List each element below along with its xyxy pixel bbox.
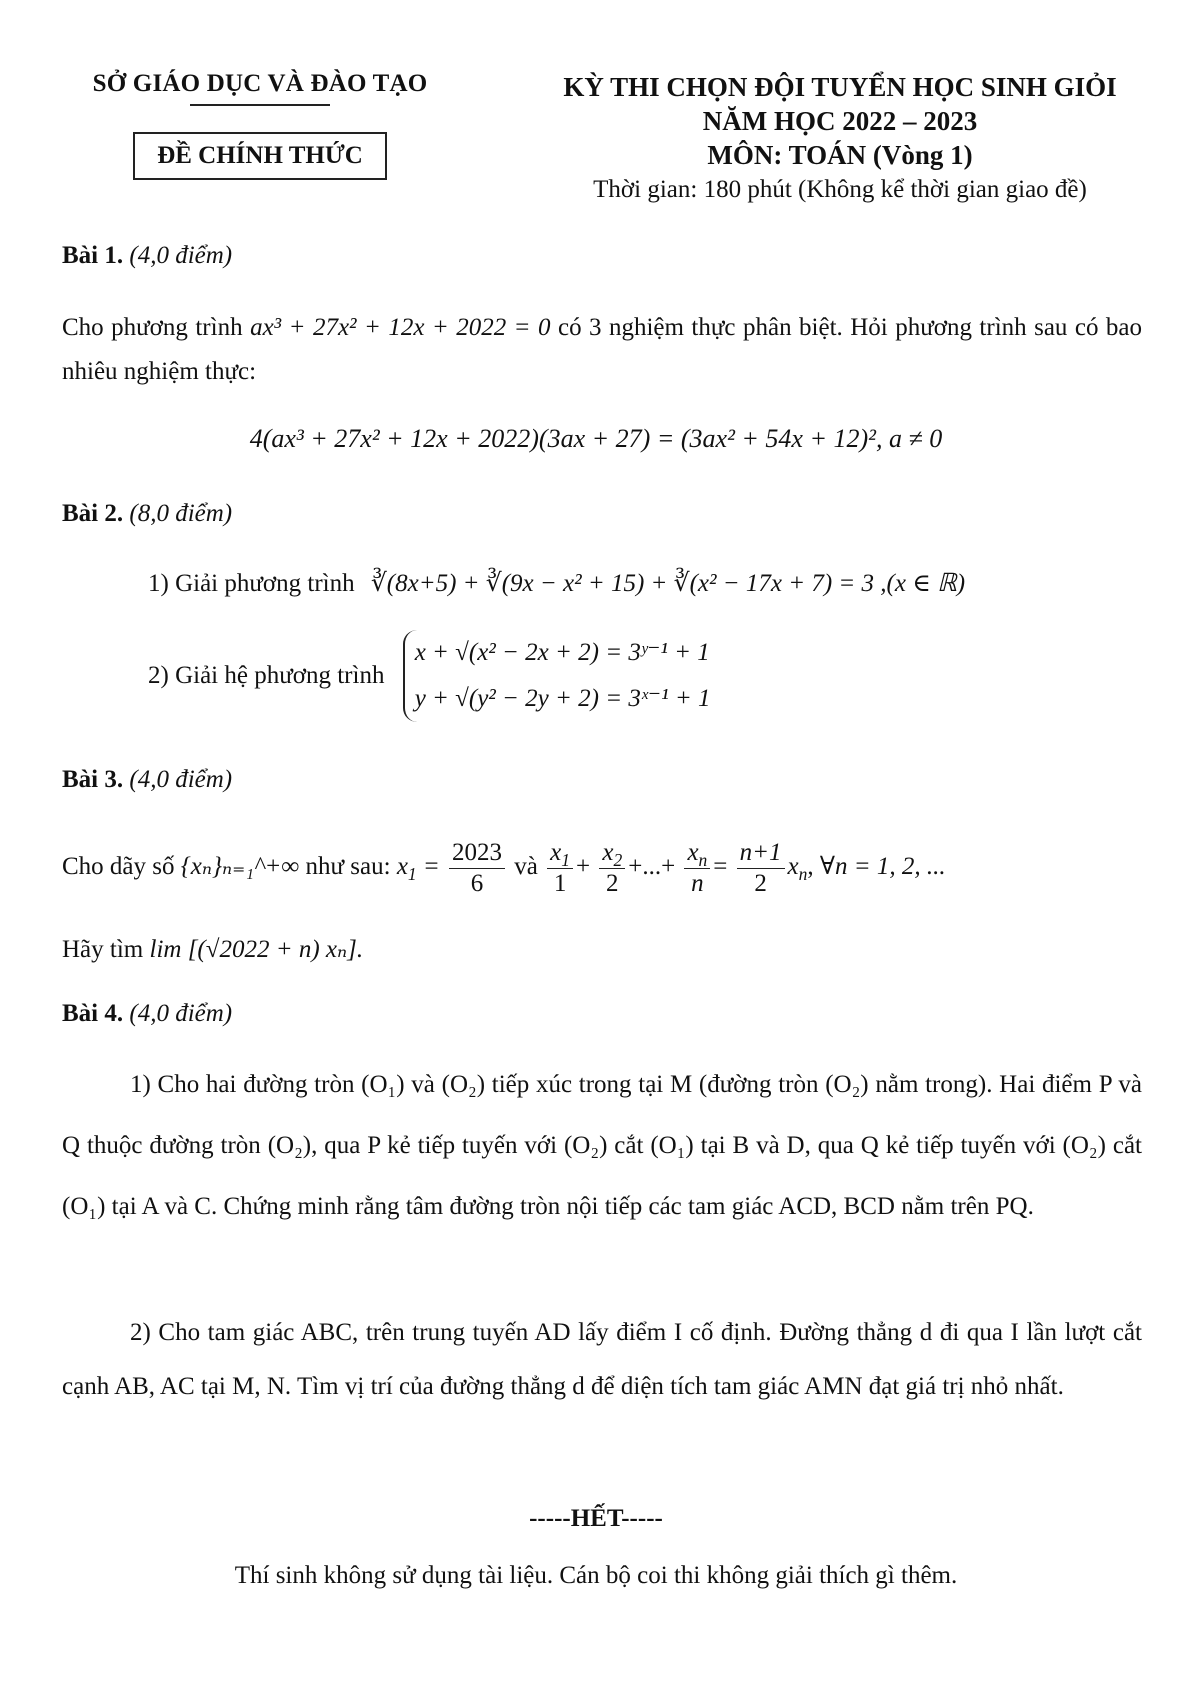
problem-1-title: Bài 1. — [62, 242, 124, 269]
problem-4-title: Bài 4. — [62, 1000, 124, 1027]
school-year: NĂM HỌC 2022 – 2023 — [702, 106, 978, 136]
limit-expression: lim [(√2022 + n) xₙ]. — [149, 936, 364, 963]
sum-term-n: $\frac{x_n}{n}$ — [684, 838, 710, 899]
problem-4-points: (4,0 điểm) — [129, 1000, 233, 1027]
problem-4-part-1: 1) Cho hai đường tròn (O₁) và (O₂) tiếp xúc trong tại M (đường tròn (O₂) nằm trong). Hai điểm P và Q thuộc đường tròn (O₂), qua P kẻ tiếp tuyến với (O₂) cắt (O₁) tại B và D, qua Q kẻ tiếp tuyến với (O₂) cắt (O₁) tại A và C. Chứng minh rằng tâm đường tròn nội tiếp các tam giác ACD, BCD nằm trên PQ. — [62, 1071, 1142, 1220]
problem-2-item-1-equation: ∛(8x+5) + ∛(9x − x² + 15) + ∛(x² − 17x + 7) = 3 ,(x ∈ ℝ) — [370, 570, 966, 597]
x1-fraction — [449, 838, 505, 899]
problem-3-and: và — [514, 853, 538, 880]
problem-3-text-b: như sau: — [305, 853, 391, 880]
sum-rhs-numerator: n+1 — [737, 838, 785, 869]
sum-rhs-fraction — [737, 838, 785, 899]
problem-4-part-2: 2) Cho tam giác ABC, trên trung tuyến AD lấy điểm I cố định. Đường thẳng d đi qua I lần lượt cắt cạnh AB, AC tại M, N. Tìm vị trí của đường thẳng d để diện tích tam giác AMN đạt giá trị nhỏ nhất. — [62, 1319, 1142, 1400]
exam-title: KỲ THI CHỌN ĐỘI TUYỂN HỌC SINH GIỎI — [563, 72, 1117, 102]
department-name: SỞ GIÁO DỤC VÀ ĐÀO TẠO — [92, 70, 428, 97]
problem-1-equation-2: 4(ax³ + 27x² + 12x + 2022)(3ax + 27) = (3ax² + 54x + 12)², a ≠ 0 — [249, 424, 943, 453]
problem-3-question — [62, 928, 1142, 972]
header-left — [60, 70, 460, 180]
time-limit: Thời gian: 180 phút (Không kể thời gian giao đề) — [593, 176, 1087, 203]
problem-3-points: (4,0 điểm) — [129, 766, 233, 793]
problem-2-points: (8,0 điểm) — [129, 500, 233, 527]
problem-2-item-1-label: 1) Giải phương trình — [148, 570, 355, 597]
sum-term-2: $\frac{x_2}{2}$ — [599, 838, 625, 899]
problem-1-statement — [62, 306, 1142, 394]
problem-3-text-c: Hãy tìm — [62, 936, 144, 963]
problem-3-statement: Cho dãy số {xₙ}ₙ₌₁^+∞ như sau: $x_1$ = $\frac{2023}{6}$ và $\frac{x_1}{1}$ + $\frac{x_2}{2}$ +...+ $\frac{x_n}{n}$ = $\frac{n+1}{2}$ $x_n$, ∀n = 1, 2, ... — [62, 838, 946, 897]
system-equation-1: x + √(x² − 2x + 2) = 3ʸ⁻¹ + 1 — [414, 639, 710, 666]
problem-1-points: (4,0 điểm) — [129, 242, 233, 269]
problem-3-title: Bài 3. — [62, 766, 124, 793]
problem-1-equation: ax³ + 27x² + 12x + 2022 = 0 — [250, 314, 551, 341]
sum-term-1: $\frac{x_1}{1}$ — [547, 838, 573, 899]
problem-2-item-2-label: 2) Giải hệ phương trình — [148, 662, 385, 689]
header-right — [520, 70, 1160, 208]
problem-2-heading — [62, 500, 232, 528]
official-stamp-box: ĐỀ CHÍNH THỨC — [133, 132, 387, 180]
problem-1-main-equation — [0, 424, 1192, 454]
forall-clause: ∀n = 1, 2, ... — [819, 853, 946, 880]
sum-rhs-denominator: 2 — [754, 869, 767, 897]
problem-1-text-b: có 3 nghiệm thực phân biệt. Hỏi phương trình sau có bao nhiêu nghiệm thực: — [62, 314, 1143, 385]
problem-3-text-a: Cho dãy số — [62, 853, 175, 880]
footer-note: Thí sinh không sử dụng tài liệu. Cán bộ coi thi không giải thích gì thêm. — [234, 1562, 958, 1589]
problem-4-heading — [62, 1000, 232, 1028]
x1-numerator: 2023 — [449, 838, 505, 869]
problem-1-heading — [62, 242, 232, 270]
x1-denominator: 6 — [470, 869, 484, 897]
problem-2-item-1 — [148, 568, 965, 598]
problem-3-heading — [62, 766, 232, 794]
department-underline — [190, 104, 330, 106]
system-equation-2: y + √(y² − 2y + 2) = 3ˣ⁻¹ + 1 — [414, 685, 711, 712]
end-mark: -----HẾT----- — [529, 1505, 663, 1532]
equation-system — [403, 630, 711, 722]
sequence-notation: {xₙ}ₙ₌₁^+∞ — [180, 853, 300, 880]
subject: MÔN: TOÁN (Vòng 1) — [707, 140, 973, 170]
problem-2-title: Bài 2. — [62, 500, 124, 527]
problem-2-item-2 — [148, 630, 710, 722]
problem-1-text-a: Cho phương trình — [62, 314, 243, 341]
